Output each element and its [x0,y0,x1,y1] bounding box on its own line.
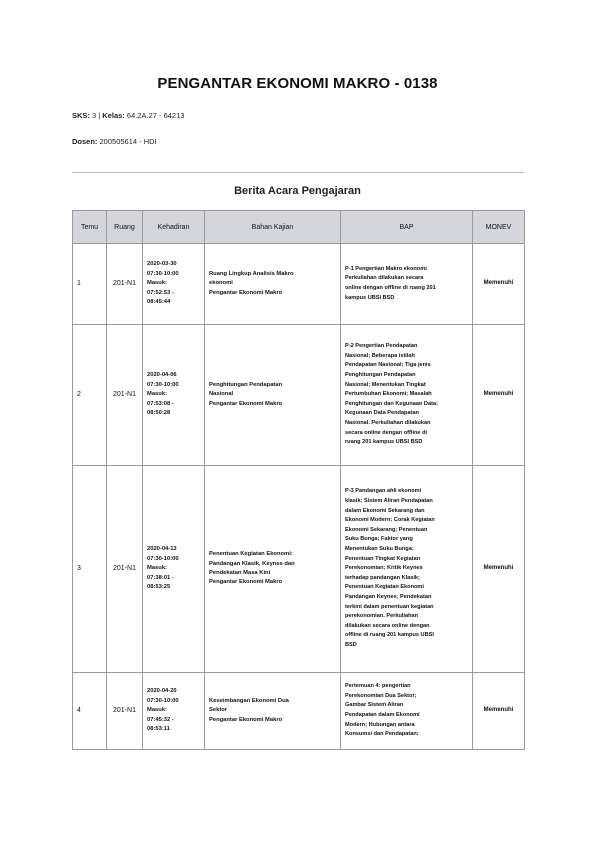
cell-ruang: 201-N1 [107,673,143,750]
cell-temu: 1 [73,244,107,325]
table-row [73,673,525,750]
sks-value: 3 | [89,111,103,120]
cell-bap-line: Konsumsi dan Pendapatan; [345,731,419,738]
cell-bahan-kajian-line: Penghitungan Pendapatan [209,382,283,389]
table-row [73,244,525,325]
cell-bahan-kajian-line: Penentuan Kegiatan Ekonomi: [209,551,293,558]
cell-kehadiran-line: 07:30-10:00 [147,381,179,388]
cell-bap-line: Suku Bunga; Faktor yang [345,536,413,543]
cell-bap-line: P-2 Pengertian Pendapatan [345,343,418,350]
cell-bap-line: Menentukan Suku Bunga; [345,545,414,552]
cell-bahan-kajian [205,466,341,673]
cell-bahan-kajian-line: Pengantar Ekonomi Makro [209,400,283,407]
cell-bahan-kajian-line: Nasional [209,391,234,398]
cell-kehadiran-line: 07:38:01 - [147,574,174,581]
cell-bap-line: Gambar Sistem Aliran [345,702,404,709]
cell-kehadiran-line: 07:30-10:00 [147,270,179,277]
cell-bap-line: Pendapatan Nasional; Tiga jenis [345,362,431,369]
cell-bap-line: klasik; Sistem Aliran Pendapatan [345,497,433,504]
cell-monev: Memenuhi [473,325,525,466]
cell-bahan-kajian-line: Pandangan Klasik, Keynes dan [209,560,295,567]
cell-kehadiran-line: 07:45:32 - [147,716,174,723]
header-bahan-kajian: Bahan Kajian [205,211,341,244]
cell-monev: Memenuhi [473,673,525,750]
dosen-label: Dosen: [72,137,98,146]
cell-bahan-kajian-line: Pengantar Ekonomi Makro [209,716,283,723]
cell-bap-line: Penghitungan dan Kegunaan Data; [345,400,438,407]
cell-kehadiran-line: 07:52:53 - [147,289,174,296]
cell-bap-line: terhadap pandangan Klasik; [345,574,420,581]
section-title: Berita Acara Pengajaran [234,185,361,197]
cell-kehadiran-line: 07:30-10:00 [147,697,179,704]
cell-ruang: 201-N1 [107,325,143,466]
cell-bap-line: Nasional; Beberapa istilah [345,352,415,359]
cell-bahan-kajian-line: Pengantar Ekonomi Makro [209,289,283,296]
cell-bap-line: secara online dengan offline di [345,429,428,436]
cell-kehadiran-line: 07:30-10:00 [147,555,179,562]
cell-bap-line: Perkuliahan dilakukan secara [345,275,424,282]
cell-bahan-kajian [205,673,341,750]
table-header-row [73,211,525,244]
cell-bap-line: Penentuan Kegiatan Ekonomi [345,584,424,591]
cell-bap-line: offline di ruang 201 kampus UBSI [345,632,434,639]
cell-ruang: 201-N1 [107,244,143,325]
cell-bap-line: Pendapatan dalam Ekonomi [345,712,420,718]
header-monev: MONEV [473,211,525,244]
cell-bahan-kajian-line: Keseimbangan Ekonomi Dua [209,698,289,705]
cell-temu: 2 [73,325,107,466]
cell-kehadiran-line: 08:53:25 [147,584,171,591]
cell-bap-line: dilakukan secara online dengan [345,622,430,629]
page-title: PENGANTAR EKONOMI MAKRO - 0138 [157,75,438,92]
cell-kehadiran-line: 2020-04-20 [147,688,177,695]
cell-kehadiran [143,466,205,673]
cell-kehadiran-line: 08:50:28 [147,410,171,417]
table-row [73,466,525,673]
cell-kehadiran-line: 08:45:44 [147,299,171,306]
cell-kehadiran-line: 07:53:08 - [147,400,174,407]
dosen-value: 200505614 - HDI [97,137,157,146]
cell-kehadiran [143,325,205,466]
cell-bahan-kajian-line: Ruang Lingkup Analisis Makro [209,271,294,278]
cell-bap-line: Pandangan Keynes; Pendekatan [345,594,432,601]
cell-bap-line: P-3 Pandangan ahli ekonomi [345,488,422,495]
cell-bahan-kajian [205,325,341,466]
cell-bap-line: Perekonomian Dua Sektor; [345,692,417,699]
header-bap: BAP [341,211,473,244]
header-ruang: Ruang [107,211,143,244]
cell-bap-line: Nasional; Menentukan Tingkat [345,381,426,388]
cell-bap-line: P-1 Pengertian Makro ekonomi [345,265,427,272]
cell-bap-line: Penghitungan Pendapatan [345,371,416,378]
cell-bap-line: Modern; Hubungan antara [345,721,415,728]
cell-ruang: 201-N1 [107,466,143,673]
cell-bap [341,325,473,466]
cell-bap-line: perekonomian. Perkuliahan [345,613,419,620]
cell-bahan-kajian-line: Sektor [209,707,228,714]
header-kehadiran: Kehadiran [143,211,205,244]
cell-kehadiran-line: Masuk: [147,280,167,287]
cell-kehadiran-line: 2020-03-30 [147,261,177,268]
sks-label: SKS: [72,111,90,120]
cell-kehadiran [143,673,205,750]
cell-monev: Memenuhi [473,244,525,325]
cell-bap-line: Pertemuan 4: pengertian [345,683,411,690]
cell-kehadiran-line: Masuk: [147,391,167,398]
cell-kehadiran-line: Masuk: [147,707,167,714]
cell-kehadiran [143,244,205,325]
kelas-value: 64.2A.27 - 64213 [124,111,185,120]
cell-bahan-kajian-line: Pengantar Ekonomi Makro [209,579,283,586]
cell-bahan-kajian [205,244,341,325]
cell-bap-line: terkini dalam penentuan kegiatan [345,603,434,610]
cell-monev: Memenuhi [473,466,525,673]
cell-bap-line: Ekonomi Modern; Corak Kegiatan [345,517,435,524]
cell-temu: 3 [73,466,107,673]
cell-bap-line: Penentuan Tingkat Kegiatan [345,555,421,562]
cell-bap [341,673,473,750]
cell-kehadiran-line: 2020-04-06 [147,372,177,379]
cell-kehadiran-line: 08:53:11 [147,726,170,733]
table-row [73,325,525,466]
cell-bahan-kajian-line: ekonomi [209,280,233,287]
cell-bahan-kajian-line: Pendekatan Masa Kini [209,570,271,576]
cell-bap-line: dalam Ekonomi Sekarang dan [345,507,425,514]
lecturer-meta [72,137,157,146]
cell-kehadiran-line: 2020-04-13 [147,546,177,553]
cell-bap-line: BSD [345,642,357,649]
cell-bap-line: Perekonomian; Kritik Keynes [345,565,423,572]
cell-bap [341,244,473,325]
divider [72,172,524,173]
cell-temu: 4 [73,673,107,750]
cell-bap-line: online dengan offline di ruang 201 [345,285,436,291]
cell-bap [341,466,473,673]
cell-bap-line: Kegunaan Data Pendapatan [345,410,419,417]
course-meta [72,111,184,120]
header-temu: Temu [73,211,107,244]
cell-kehadiran-line: Masuk: [147,565,167,572]
teaching-record-table [72,210,525,750]
cell-bap-line: ruang 201 kampus UBSI BSD [345,439,423,446]
cell-bap-line: Pertumbuhan Ekonomi; Masalah [345,391,432,398]
cell-bap-line: Ekonomi Sekarang; Penentuan [345,526,428,533]
kelas-label: Kelas: [102,111,125,120]
cell-bap-line: kampus UBSI BSD [345,294,395,301]
cell-bap-line: Nasional. Perkuliahan dilakukan [345,420,431,427]
